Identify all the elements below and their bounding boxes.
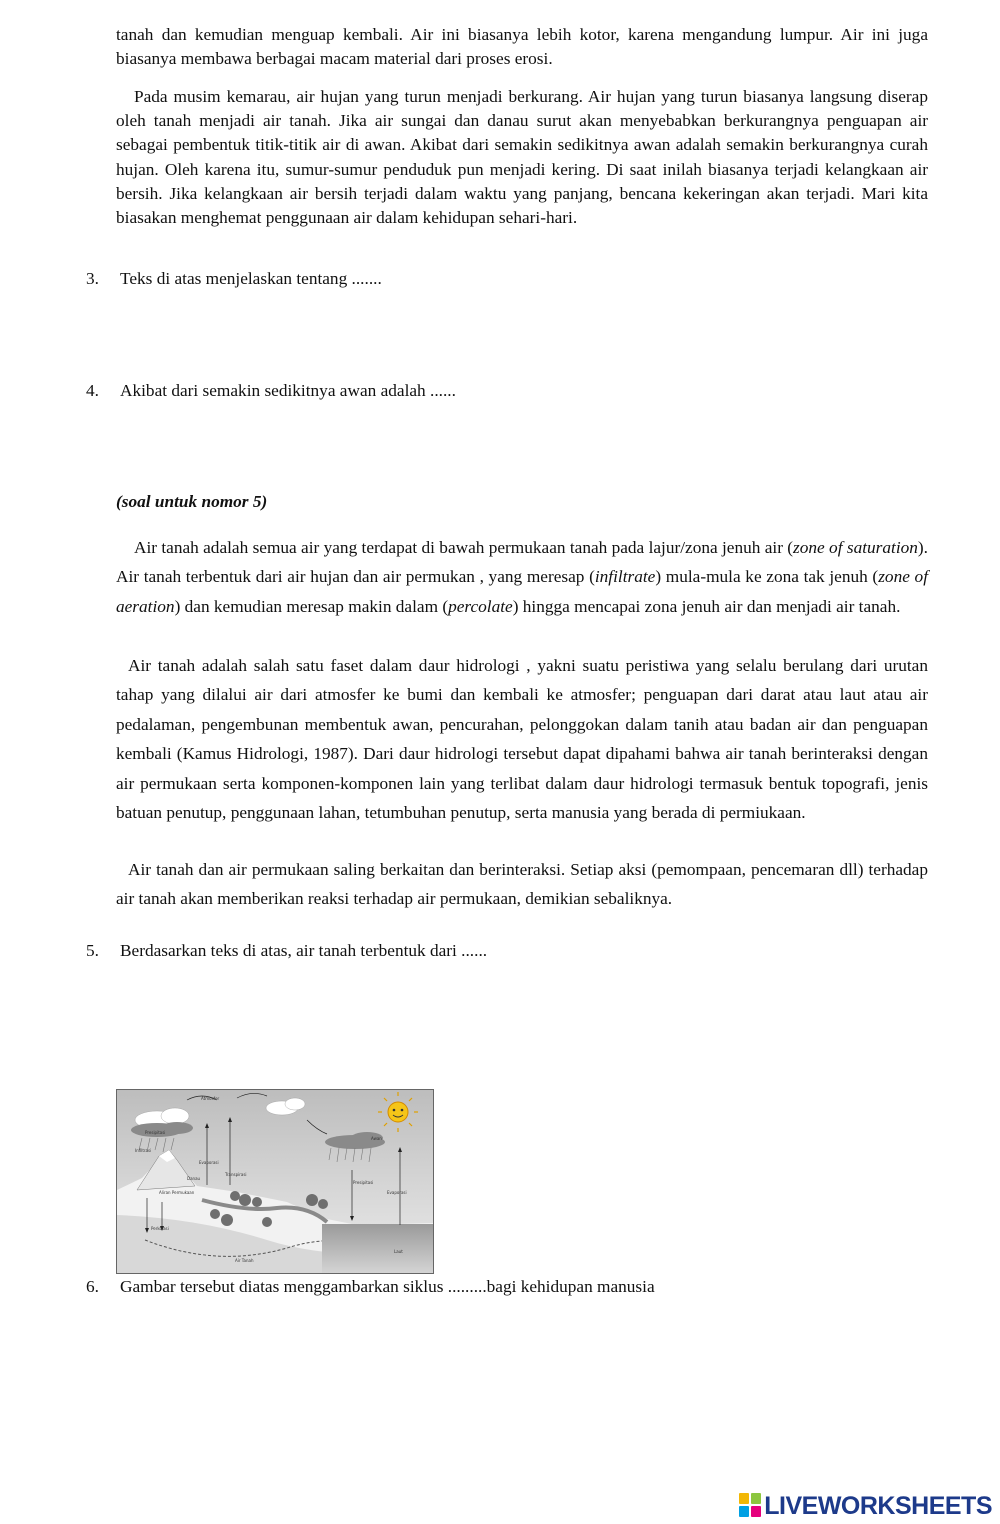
label-atmosfer: Atmosfer	[201, 1096, 220, 1101]
groundwater-paragraph-3: Air tanah dan air permukaan saling berkaitan dan berinteraksi. Setiap aksi (pemompaan, pencemaran dll) terhadap air tanah akan memberikan reaksi terhadap air permukaan, demikian sebaliknya.	[116, 860, 928, 909]
groundwater-paragraph-1: Air tanah adalah semua air yang terdapat di bawah permukaan tanah pada lajur/zona jenuh air (zone of saturation). Air tanah terbentuk dari air hujan dan air permukan , yang meresap (infiltrate) mula-mula ke zona tak jenuh (zone of aeration) dan kemudian meresap makin dalam (percolate) hingga mencapai zona jenuh air dan menjadi air tanah.	[116, 538, 928, 616]
question-5	[86, 939, 487, 963]
answer-box-5[interactable]	[116, 968, 928, 1068]
question-text: Akibat dari semakin sedikitnya awan adalah ......	[120, 381, 456, 400]
brand-name: LIVEWORKSHEETS	[764, 1492, 992, 1520]
question-text: Teks di atas menjelaskan tentang .......	[120, 269, 382, 288]
answer-box-3[interactable]	[116, 296, 928, 366]
label-transpirasi: Transpirasi	[225, 1172, 247, 1177]
question-number: 4.	[86, 381, 99, 400]
liveworksheets-logo-icon	[739, 1493, 761, 1517]
dry-season-paragraph: Pada musim kemarau, air hujan yang turun menjadi berkurang. Air hujan yang turun biasanya langsung diserap oleh tanah menjadi air tanah. Jika air sungai dan danau surut akan menyebabkan berkurangnya penguapan air sebagai pembentuk titik-titik air di awan. Akibat dari semakin sedikitnya awan adalah semakin berkurangnya curah hujan. Oleh karena itu, sumur-sumur penduduk pun menjadi kering. Di saat inilah biasanya terjadi kelangkaan air bersih. Jika kelangkaan air bersih terjadi dalam waktu yang panjang, bencana kekeringan akan terjadi. Mari kita biasakan menghemat penggunaan air dalam kehidupan sehari-hari.	[116, 87, 928, 228]
section-label: (soal untuk nomor 5)	[116, 492, 268, 511]
question-6	[86, 1275, 655, 1299]
question-number: 6.	[86, 1277, 99, 1296]
liveworksheets-logo[interactable]	[739, 1492, 992, 1521]
label-evaporasi-left: Evaporasi	[199, 1160, 219, 1165]
label-laut: Laut	[394, 1249, 403, 1254]
label-awan: Awan	[371, 1136, 382, 1141]
question-text: Gambar tersebut diatas menggambarkan siklus .........bagi kehidupan manusia	[120, 1277, 655, 1296]
question-number: 5.	[86, 941, 99, 960]
label-infiltrasi: Infiltrasi	[135, 1148, 152, 1153]
answer-box-4[interactable]	[116, 408, 928, 478]
answer-box-6[interactable]	[116, 1304, 928, 1464]
label-evaporasi-right: Evaporasi	[387, 1190, 407, 1195]
question-text: Berdasarkan teks di atas, air tanah terbentuk dari ......	[120, 941, 488, 960]
question-number: 3.	[86, 269, 99, 288]
label-aliran-permukaan: Aliran Permukaan	[159, 1190, 195, 1195]
label-air-tanah: Air Tanah	[235, 1258, 254, 1263]
question-3	[86, 267, 382, 291]
groundwater-paragraph-2: Air tanah adalah salah satu faset dalam daur hidrologi , yakni suatu peristiwa yang selalu berulang dari urutan tahap yang dilalui air dari atmosfer ke bumi dan kembali ke atmosfer; penguapan dari darat atau laut atau air pedalaman, pengembunan membentuk awan, pencurahan, pelonggokan dalam tanih atau badan air dan penguapan kembali (Kamus Hidrologi, 1987). Dari daur hidrologi tersebut dapat dipahami bahwa air tanah berinteraksi dengan air permukaan serta komponen-komponen lain yang terlibat dalam daur hidrologi termasuk bentuk topografi, jenis batuan penutup, penggunaan lahan, tetumbuhan penutup, serta manusia yang berada di permiukaan.	[116, 656, 928, 823]
question-4	[86, 379, 456, 403]
label-presipitasi-left: Presipitasi	[145, 1130, 166, 1135]
label-danau: Danau	[187, 1176, 201, 1181]
label-presipitasi-right: Presipitasi	[353, 1180, 374, 1185]
label-perkolasi: Perkolasi	[151, 1226, 169, 1231]
water-cycle-diagram	[116, 1089, 434, 1274]
intro-paragraph-tail: tanah dan kemudian menguap kembali. Air ini biasanya lebih kotor, karena mengandung lumpur. Air ini juga biasanya membawa berbagai macam material dari proses erosi.	[116, 25, 928, 69]
